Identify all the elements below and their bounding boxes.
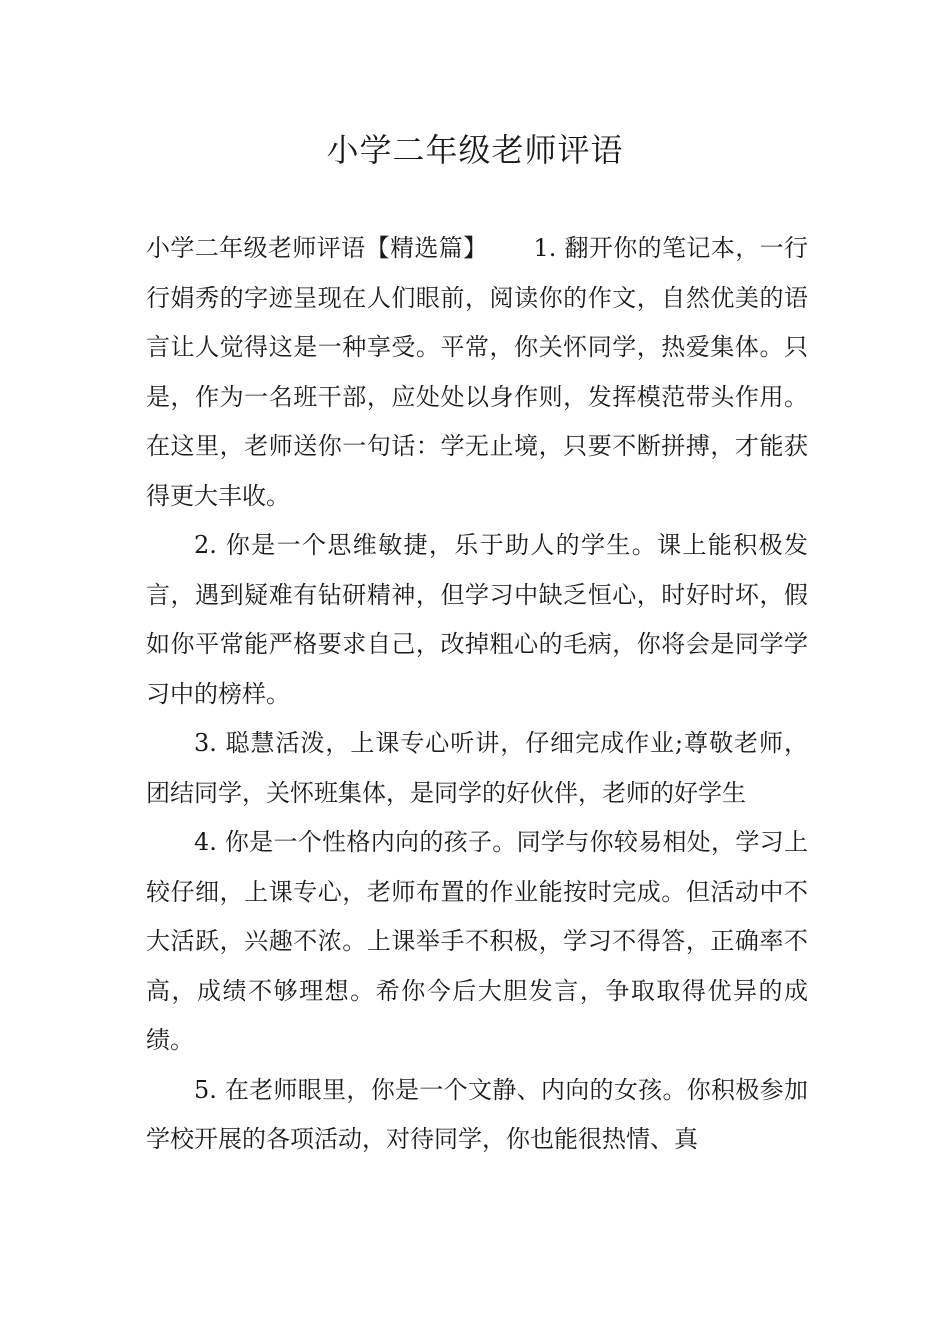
paragraph-4: 4. 你是一个性格内向的孩子。同学与你较易相处，学习上较仔细，上课专心，老师布置的作业能按时完成。但活动中不大活跃，兴趣不浓。上课举手不积极，学习不得答，正确率不高，成绩不够理想。希你今后大胆发言，争取取得优异的成绩。 bbox=[146, 828, 808, 1054]
document-title: 小学二年级老师评语 bbox=[326, 131, 624, 169]
paragraph-3: 3. 聪慧活泼，上课专心听讲，仔细完成作业;尊敬老师，团结同学，关怀班集体，是同学的好伙伴，老师的好学生 bbox=[146, 729, 808, 807]
document-body bbox=[146, 224, 808, 1165]
paragraph-2: 2. 你是一个思维敏捷，乐于助人的学生。课上能积极发言，遇到疑难有钻研精神，但学习中缺乏恒心，时好时坏，假如你平常能严格要求自己，改掉粗心的毛病，你将会是同学学习中的榜样。 bbox=[146, 531, 808, 708]
section-heading: 小学二年级老师评语【精选篇】 bbox=[146, 234, 488, 262]
paragraph-5: 5. 在老师眼里，你是一个文静、内向的女孩。你积极参加学校开展的各项活动，对待同学，你也能很热情、真 bbox=[146, 1075, 808, 1153]
paragraph-1 bbox=[146, 224, 808, 521]
paragraph-1-text: 1. 翻开你的笔记本，一行行娟秀的字迹呈现在人们眼前，阅读你的作文，自然优美的语言让人觉得这是一种享受。平常，你关怀同学，热爱集体。只是，作为一名班干部，应处处以身作则，发挥模范带头作用。在这里，老师送你一句话：学无止境，只要不断拼搏，才能获得更大丰收。 bbox=[146, 234, 809, 510]
